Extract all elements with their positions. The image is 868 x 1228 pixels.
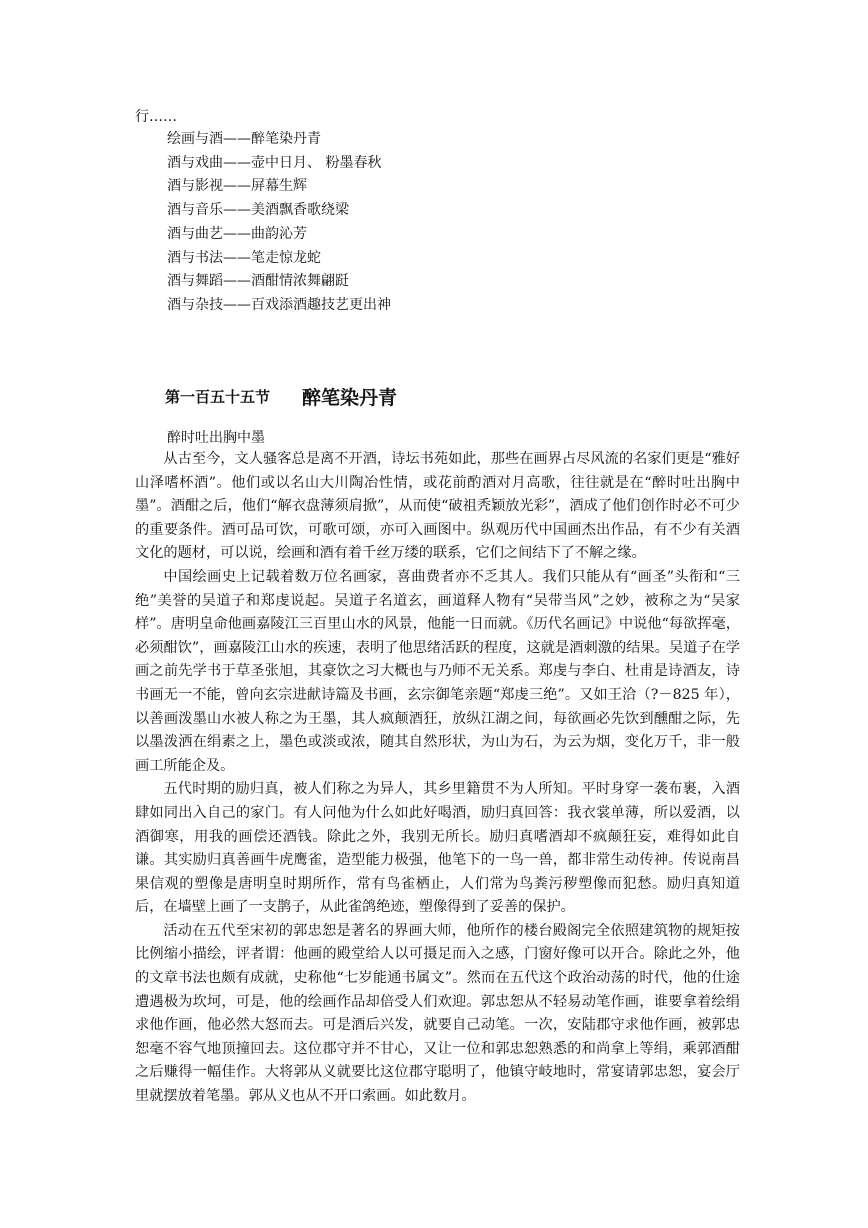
topic-item: 酒与影视——屏幕生辉 bbox=[167, 178, 307, 195]
paragraph: 活动在五代至宋初的郭忠恕是著名的界画大师，他所作的楼台殿阁完全依照建筑物的规矩按比例缩小描绘，评者谓：他画的殿堂给人以可摄足而入之感，门窗好像可以开合。除此之外，他的文章书法也颇有成就，史称他“七岁能通书属文”。然而在五代这个政治动荡的时代，他的仕途遭遇极为坎坷，可是，他的绘画作品却倍受人们欢迎。郭忠恕从不轻易动笔作画，谁要拿着绘绢求他作画，他必然大怒而去。可是酒后兴发，就要自己动笔。一次，安陆郡守求他作画，被郭忠恕毫不容气地顶撞回去。这位郡守并不甘心，又让一位和郭忠恕熟悉的和尚拿上等绢，乘郭酒酣之后赚得一幅佳作。大将郭从义就要比这位郡守聪明了，他镇守岐地时，常宴请郭忠恕，宴会厅里就摆放着笔墨。郭从义也从不开口索画。如此数月。 bbox=[135, 922, 740, 1105]
section-title: 醉笔染丹青 bbox=[302, 387, 398, 409]
lead-line: 行…… bbox=[135, 109, 177, 125]
topic-item: 酒与书法——笔走惊龙蛇 bbox=[167, 249, 321, 266]
paragraph: 中国绘画史上记载着数万位名画家，喜曲费者亦不乏其人。我们只能从有“画圣”头衔和“三绝”美誉的吴道子和郑虔说起。吴道子名道玄，画道释人物有“吴带当风”之妙，被称之为“吴家样”。唐明皇命他画嘉陵江三百里山水的风景，他能一日而就。《历代名画记》中说他“每欲挥毫，必须酣饮”，画嘉陵江山水的疾速，表明了他思绪活跃的程度，这就是酒刺激的结果。吴道子在学画之前先学书于草圣张旭，其豪饮之习大概也与乃师不无关系。郑虔与李白、杜甫是诗酒友，诗书画无一不能，曾向玄宗进献诗篇及书画，玄宗御笔亲题“郑虔三绝”。又如王洽（?－825 年），以善画泼墨山水被人称之为王墨，其人疯颠酒狂，放纵江湖之间，每欲画必先饮到醺酣之际，先以墨泼洒在绢素之上，墨色或淡或浓，随其自然形状，为山为石，为云为烟，变化万千，非一般画工所能企及。 bbox=[135, 568, 740, 774]
topic-item: 绘画与酒——醉笔染丹青 bbox=[167, 131, 321, 147]
paragraph: 从古至今，文人骚客总是离不开酒，诗坛书苑如此，那些在画界占尽风流的名家们更是“雅好山泽嗜杯酒”。他们或以名山大川陶冶性情，或花前酌酒对月高歌，往往就是在“醉时吐出胸中墨”。酒酣之后，他们“解衣盘薄须肩掀”，从而使“破祖秃颖放光彩”，酒成了他们创作时必不可少的重要条件。酒可品可饮，可歌可颂，亦可入画图中。纵观历代中国画杰出作品，有不少有关酒文化的题材，可以说，绘画和酒有着千丝万缕的联系，它们之间结下了不解之缘。 bbox=[135, 451, 740, 562]
section-heading bbox=[165, 383, 397, 410]
topic-item: 酒与曲艺——曲韵沁芳 bbox=[167, 225, 307, 242]
topic-item: 酒与杂技——百戏添酒趣技艺更出神 bbox=[167, 296, 391, 313]
subheading: 醉时吐出胸中墨 bbox=[167, 430, 265, 446]
topic-item: 酒与戏曲——壶中日月、 粉墨春秋 bbox=[167, 154, 382, 171]
topic-item: 酒与舞蹈——酒酣情浓舞翩跹 bbox=[167, 273, 349, 290]
chapter-topic-list bbox=[167, 128, 391, 318]
paragraph: 五代时期的励归真，被人们称之为异人，其乡里籍贯不为人所知。平时身穿一袭布裹，入酒肆如同出入自己的家门。有人问他为什么如此好喝酒，励归真回答：我衣裳单薄，所以爱酒，以酒御寒，用我的画偿还酒钱。除此之外，我别无所长。励归真嗜酒却不疯颠狂妄，难得如此自谦。其实励归真善画牛虎鹰雀，造型能力极强，他笔下的一鸟一兽，都非常生动传神。传说南昌果信观的塑像是唐明皇时期所作，常有鸟雀栖止，人们常为鸟粪污秽塑像而犯愁。励归真知道后，在墙壁上画了一支鹊子，从此雀鸽绝迹，塑像得到了妥善的保护。 bbox=[135, 781, 740, 916]
body-text bbox=[135, 448, 740, 1109]
section-number: 第一百五十五节 bbox=[165, 388, 271, 406]
topic-item: 酒与音乐——美酒飘香歌绕梁 bbox=[167, 202, 349, 219]
